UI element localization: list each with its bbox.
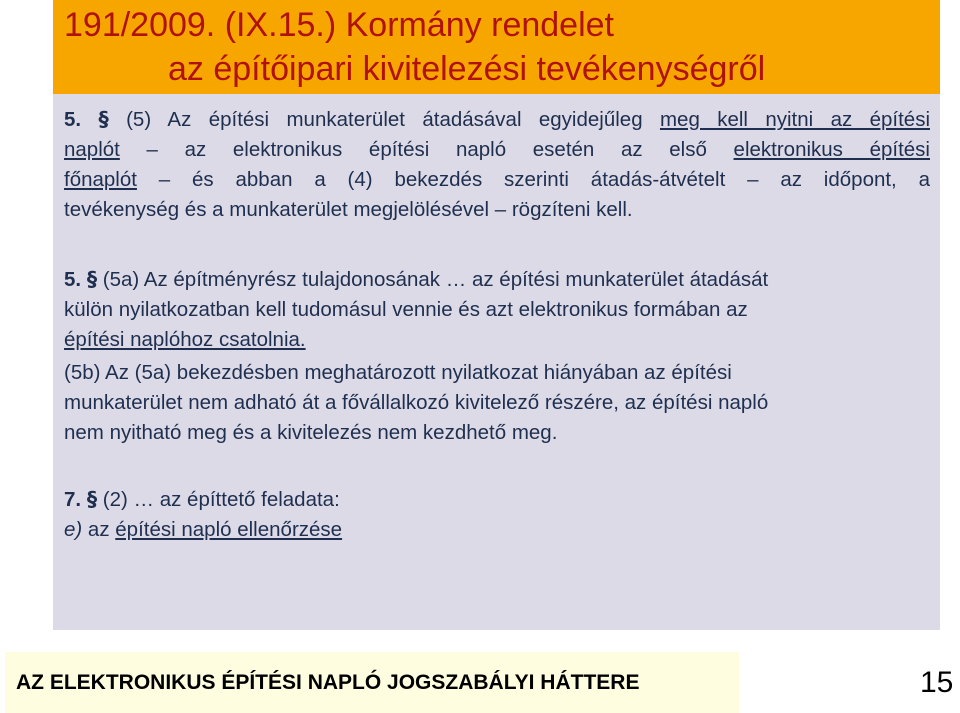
text-run: az xyxy=(82,518,116,541)
section-number: 5. xyxy=(64,108,82,131)
text-run: – az elektronikus építési napló esetén az első xyxy=(119,138,734,161)
paragraph-line xyxy=(64,484,930,515)
section-sign: § xyxy=(98,107,109,131)
section-number: 7. xyxy=(64,488,82,511)
underlined-text: építési napló ellenőrzése xyxy=(115,518,343,541)
paragraph-line: külön nyilatkozatban kell tudomásul vennie és azt elektronikus formában az xyxy=(64,298,748,321)
text-run: – és abban a (4) bekezdés szerinti átadás-átvételt – az időpont, a xyxy=(136,168,930,191)
section-sign: § xyxy=(86,487,98,511)
item-letter: e) xyxy=(64,518,83,541)
paragraph-line xyxy=(64,264,930,295)
underlined-text: naplót xyxy=(64,138,120,161)
paragraph-line: munkaterület nem adható át a fővállalkozó kivitelező részére, az építési napló xyxy=(64,391,769,414)
footer-title: AZ ELEKTRONIKUS ÉPÍTÉSI NAPLÓ JOGSZABÁLYI HÁTTERE xyxy=(16,671,640,694)
paragraph-7-2 xyxy=(64,484,930,545)
page-number: 15 xyxy=(920,666,954,699)
text-run: (5a) Az építményrész tulajdonosának … az építési munkaterület átadását xyxy=(97,268,769,291)
section-number: 5. xyxy=(64,268,82,291)
paragraph-line: (5b) Az (5a) bekezdésben meghatározott nyilatkozat hiányában az építési xyxy=(64,361,732,384)
text-run: (5) Az építési munkaterület átadásával egyidejűleg xyxy=(108,108,660,131)
paragraph-line: tevékenység és a munkaterület megjelölésével – rögzíteni kell. xyxy=(64,198,633,221)
paragraph-5-5b xyxy=(64,358,930,448)
paragraph-line xyxy=(64,104,930,135)
underlined-text: elektronikus építési xyxy=(733,138,930,161)
underlined-text: meg kell nyitni az építési xyxy=(659,108,930,131)
paragraph-line xyxy=(64,165,930,195)
slide-title: 191/2009. (IX.15.) Kormány rendelet xyxy=(64,6,614,44)
paragraph-5-5a xyxy=(64,264,930,355)
section-sign: § xyxy=(86,267,98,291)
slide-subtitle: az építőipari kivitelezési tevékenységről xyxy=(168,50,766,88)
text-run: (2) … az építtető feladata: xyxy=(97,488,340,511)
underlined-text: főnaplót xyxy=(64,168,137,191)
paragraph-line xyxy=(64,515,930,545)
paragraph-5-5 xyxy=(64,104,930,225)
underlined-text: építési naplóhoz csatolnia. xyxy=(64,328,306,351)
paragraph-line xyxy=(64,135,930,165)
paragraph-line: nem nyitható meg és a kivitelezés nem kezdhető meg. xyxy=(64,421,558,444)
